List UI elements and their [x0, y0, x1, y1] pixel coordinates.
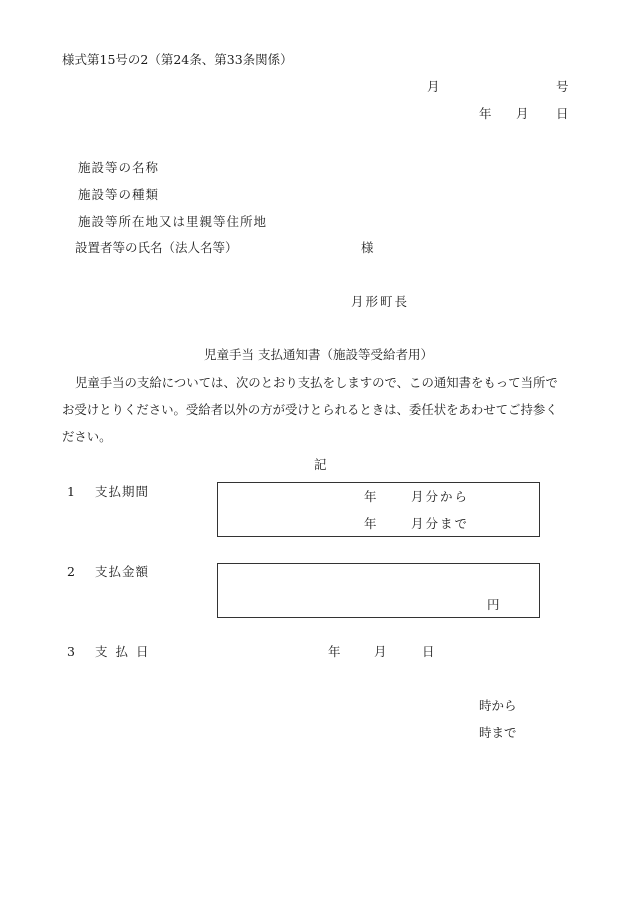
period-to-month: 月分まで — [411, 516, 470, 531]
issue-day-label: 日 — [556, 106, 569, 121]
notice-title: 児童手当 支払通知書（施設等受給者用） — [204, 347, 433, 362]
period-number: 1 — [67, 484, 75, 499]
notice-body-line3: ださい。 — [62, 429, 112, 444]
date-year: 年 — [328, 644, 341, 659]
issue-month-label: 月 — [516, 106, 529, 121]
notice-body-line2: お受けとりください。受給者以外の方が受けとられるときは、委任状をあわせてご持参く — [62, 402, 558, 417]
amount-number: 2 — [67, 564, 75, 579]
period-label: 支払期間 — [95, 484, 150, 499]
founder-name-label: 設置者等の氏名（法人名等） — [75, 240, 238, 255]
period-from-month: 月分から — [411, 489, 470, 504]
facility-address-label: 施設等所在地又は里親等住所地 — [78, 214, 268, 229]
sender-name: 月形町長 — [351, 294, 410, 309]
facility-type-label: 施設等の種類 — [78, 187, 160, 202]
form-number: 様式第15号の2（第24条、第33条関係） — [62, 52, 293, 67]
ki-label: 記 — [314, 457, 327, 472]
date-month: 月 — [374, 644, 387, 659]
date-number: 3 — [67, 644, 75, 659]
facility-name-label: 施設等の名称 — [78, 160, 160, 175]
period-to-year: 年 — [364, 516, 377, 531]
time-to: 時まで — [479, 725, 517, 740]
amount-unit: 円 — [487, 597, 500, 612]
time-from: 時から — [479, 698, 517, 713]
amount-label: 支払金額 — [95, 564, 150, 579]
date-day: 日 — [422, 644, 435, 659]
month-label: 月 — [427, 79, 440, 94]
period-box — [217, 482, 540, 537]
issue-year-label: 年 — [479, 106, 492, 121]
period-from-year: 年 — [364, 489, 377, 504]
number-label: 号 — [556, 79, 569, 94]
date-label: 支 払 日 — [95, 644, 151, 659]
honorific: 様 — [361, 240, 374, 255]
notice-body-line1: 児童手当の支給については、次のとおり支払をしますので、この通知書をもって当所で — [75, 375, 558, 390]
